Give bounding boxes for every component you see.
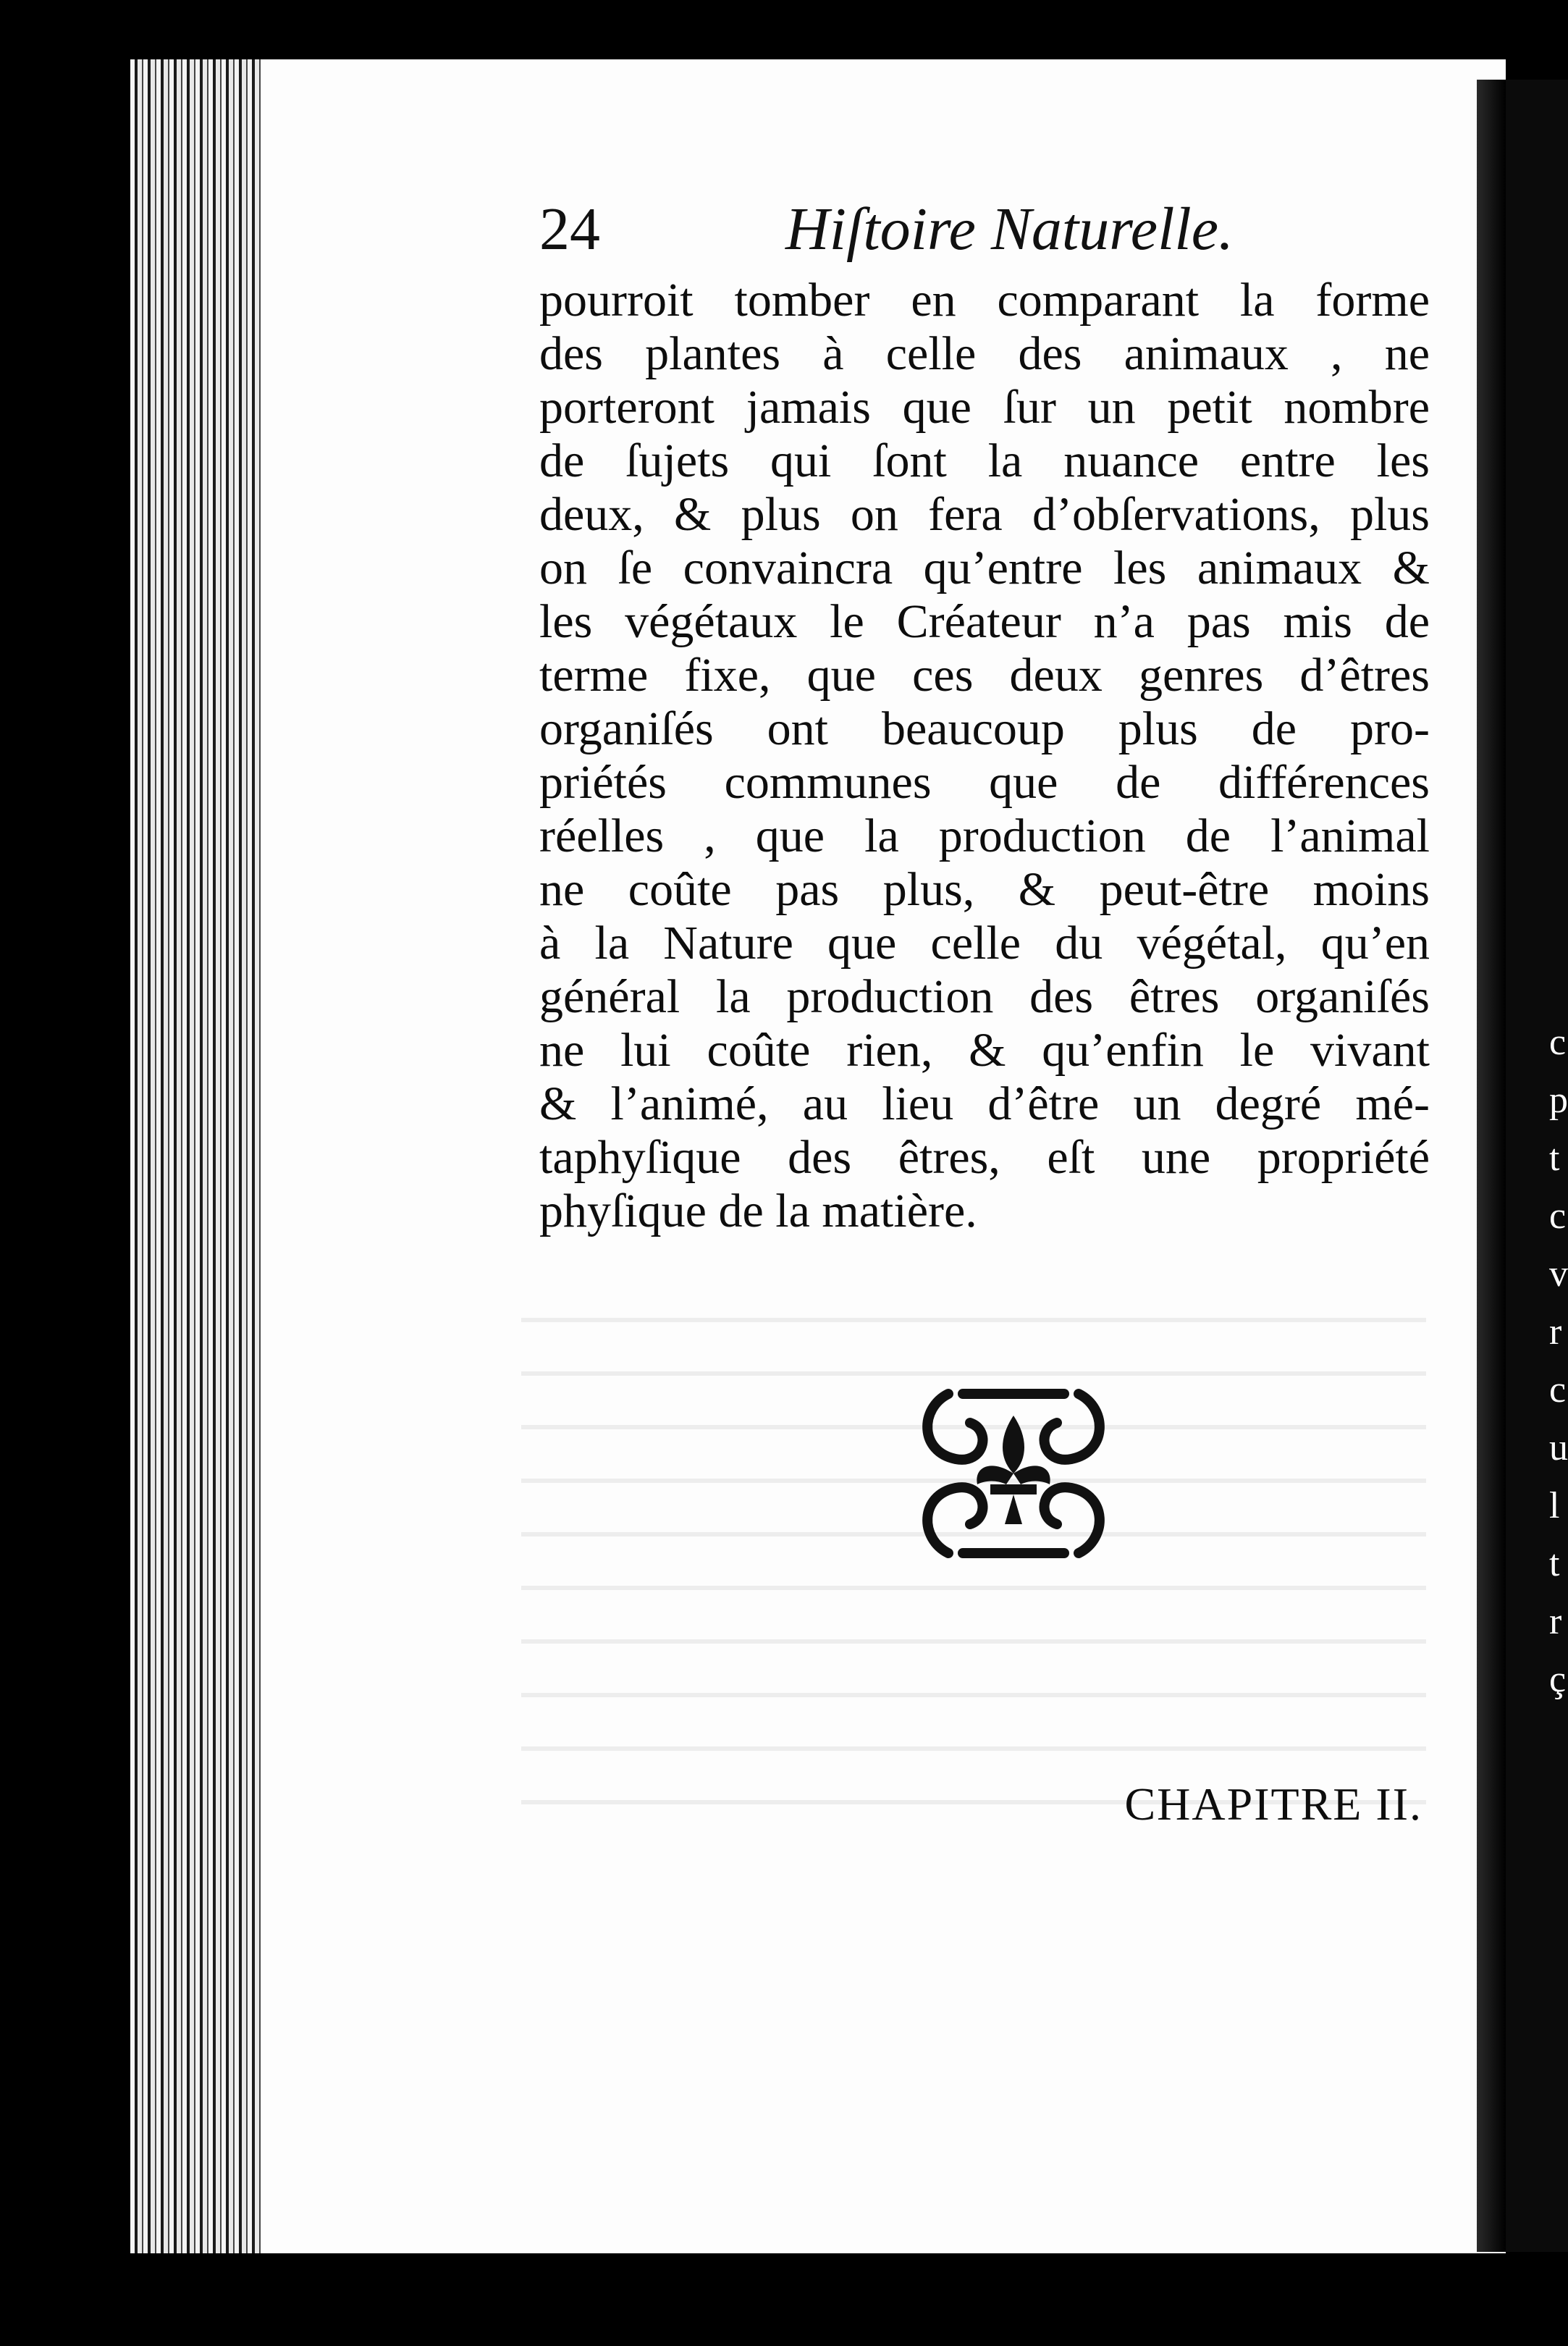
page-gutter (130, 59, 261, 2253)
text-line: des plantes à celle des animaux , ne (539, 327, 1430, 380)
text-line: phyſique de la matière. (539, 1185, 977, 1237)
facing-page-letter: c (1549, 1369, 1567, 1410)
text-line: général la production des êtres organiſés (539, 970, 1430, 1023)
facing-page-letter: u (1549, 1427, 1568, 1468)
text-line: taphyſique des êtres, eſt une propriété (539, 1131, 1430, 1184)
facing-page-letters (1549, 1014, 1568, 1709)
body-text (539, 274, 1430, 1238)
fleur-de-lis-ornament-icon (905, 1365, 1122, 1582)
text-line: ne lui coûte rien, & qu’enfin le vivant (539, 1024, 1430, 1077)
facing-page-letter: c (1549, 1022, 1567, 1063)
text-line: terme fixe, que ces deux genres d’êtres (539, 649, 1430, 702)
facing-page-letter: ç (1549, 1659, 1567, 1700)
text-line: & l’animé, au lieu d’être un degré mé- (539, 1077, 1430, 1130)
facing-page-letter: l (1549, 1485, 1560, 1526)
text-line: ne coûte pas plus, & peut-être moins (539, 863, 1430, 916)
facing-page-letter: t (1549, 1543, 1560, 1584)
facing-page-letter: t (1549, 1138, 1560, 1179)
text-line: on ſe convaincra qu’entre les animaux & (539, 542, 1430, 594)
running-title: Hiſtoire Naturelle. (785, 196, 1234, 263)
text-line: porteront jamais que ſur un petit nombre (539, 381, 1430, 434)
facing-page-letter: v (1549, 1253, 1568, 1295)
text-line: priétés communes que de différences (539, 756, 1430, 809)
facing-page-letter: r (1549, 1601, 1562, 1642)
text-line: réelles , que la production de l’animal (539, 810, 1430, 862)
text-line: à la Nature que celle du végétal, qu’en (539, 917, 1430, 970)
text-line: pourroit tomber en comparant la forme (539, 274, 1430, 327)
running-head (539, 194, 1263, 274)
text-line: les végétaux le Créateur n’a pas mis de (539, 595, 1430, 648)
text-line: deux, & plus on fera d’obſervations, plus (539, 488, 1430, 541)
page-number: 24 (539, 196, 600, 263)
chapter-heading: CHAPITRE II. (1124, 1778, 1422, 1830)
facing-page-letter: p (1549, 1080, 1568, 1121)
page-edge-shadow (1477, 80, 1506, 2252)
text-line: organiſés ont beaucoup plus de pro- (539, 702, 1430, 755)
facing-page-letter: r (1549, 1311, 1562, 1353)
facing-page-letter: c (1549, 1195, 1567, 1237)
text-line: de ſujets qui ſont la nuance entre les (539, 434, 1430, 487)
